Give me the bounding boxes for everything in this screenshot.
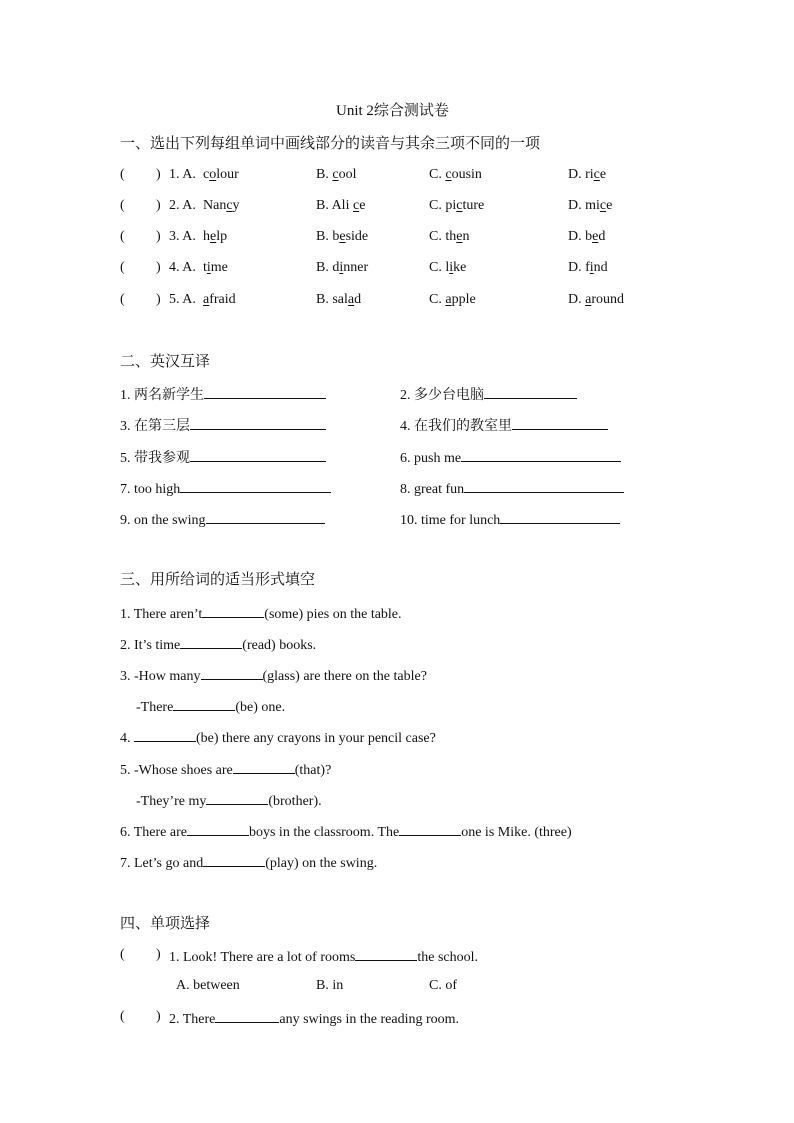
word-part: C.: [429, 167, 446, 182]
option-c[interactable]: [429, 291, 476, 309]
item-number: 3.: [120, 419, 131, 434]
item-text: on the swing: [134, 513, 206, 528]
word-part: ool: [338, 167, 357, 182]
underlined-part: a: [445, 292, 452, 307]
word-part: pple: [451, 292, 476, 307]
section4-heading: 四、单项选择: [120, 914, 211, 932]
word-part: lour: [216, 167, 239, 182]
fill-line-3b: [136, 696, 285, 717]
translate-item-1: [120, 384, 326, 405]
underlined-part: i: [206, 260, 211, 275]
word-part: C. th: [429, 229, 457, 244]
option-b[interactable]: [316, 259, 368, 277]
paren: ): [156, 167, 161, 182]
item-number: 7.: [120, 482, 131, 497]
word-part: B.: [316, 167, 333, 182]
answer-paren-open[interactable]: [120, 259, 125, 277]
item-number: 10.: [400, 513, 418, 528]
answer-paren-open[interactable]: [120, 291, 125, 309]
item-number: 4.: [400, 419, 411, 434]
page-title: Unit 2综合测试卷: [336, 103, 449, 119]
fill-line-5b: [136, 790, 322, 811]
answer-paren-close: [156, 228, 161, 246]
answer-paren-close: [156, 291, 161, 309]
answer-blank[interactable]: [461, 447, 621, 462]
word-part: D. b: [568, 229, 593, 244]
answer-blank[interactable]: [500, 509, 620, 524]
underlined-part: c: [332, 167, 339, 182]
question-text: 2. There: [169, 1012, 216, 1027]
section3-heading: 三、用所给词的适当形式填空: [120, 570, 316, 588]
question-number: [169, 228, 196, 246]
answer-blank[interactable]: [180, 634, 242, 649]
answer-blank[interactable]: [180, 478, 331, 493]
line-text: 2. It’s time: [120, 638, 181, 653]
question-number-text: 4. A.: [169, 260, 196, 275]
word-part: C.: [429, 292, 446, 307]
choice-q1-option-c[interactable]: C. of: [429, 978, 457, 993]
choice-q1-option-b[interactable]: B. in: [316, 978, 344, 993]
item-number: 1.: [120, 388, 131, 403]
option-c[interactable]: [429, 166, 482, 184]
answer-blank[interactable]: [134, 727, 196, 742]
line-text: (that)?: [294, 763, 332, 778]
item-number: 5.: [120, 451, 131, 466]
word-part: d: [598, 229, 606, 244]
line-text: 6. There are: [120, 825, 187, 840]
word-part: D. f: [568, 260, 590, 275]
word-part: ousin: [451, 167, 482, 182]
word-part: round: [591, 292, 625, 307]
section1-heading: 一、选出下列每组单词中画线部分的读音与其余三项不同的一项: [120, 134, 541, 152]
item-number: 8.: [400, 482, 411, 497]
item-text: too high: [134, 482, 181, 497]
line-text: 7. Let’s go and: [120, 856, 204, 871]
option-b[interactable]: [316, 228, 368, 246]
paren: ): [156, 229, 161, 244]
item-text: 多少台电脑: [414, 387, 484, 403]
line-text: 5. -Whose shoes are: [120, 763, 233, 778]
underlined-part: e: [592, 229, 599, 244]
line-text: -There: [136, 700, 174, 715]
word-part: D. ri: [568, 167, 594, 182]
underlined-part: c: [599, 198, 607, 213]
line-text: (some) pies on the table.: [264, 607, 402, 622]
answer-blank[interactable]: [206, 790, 268, 805]
underlined-part: c: [456, 198, 463, 213]
question-number: [169, 197, 196, 215]
item-number: 2.: [400, 388, 411, 403]
line-text: 1. There aren’t: [120, 607, 203, 622]
answer-blank[interactable]: [484, 384, 577, 399]
question-number-text: 2. A.: [169, 198, 196, 213]
word-part: B. Ali: [316, 198, 353, 213]
answer-paren-open[interactable]: [120, 166, 125, 184]
question-text: the school.: [417, 950, 479, 965]
answer-blank[interactable]: [187, 821, 249, 836]
translate-item-10: [400, 509, 620, 530]
word-part: B. b: [316, 229, 340, 244]
answer-blank[interactable]: [215, 1008, 279, 1023]
choice-q1: [169, 946, 478, 967]
word-part: D. mi: [568, 198, 600, 213]
line-text: (play) on the swing.: [265, 856, 378, 871]
answer-blank[interactable]: [355, 946, 417, 961]
word-part: d: [354, 292, 362, 307]
answer-paren-close: [156, 166, 161, 184]
word-part: e: [606, 198, 613, 213]
fill-line-6: [120, 821, 572, 842]
answer-blank[interactable]: [190, 447, 326, 462]
word-part: lp: [216, 229, 228, 244]
underlined-part: c: [352, 198, 360, 213]
paren: (: [120, 260, 125, 275]
fill-line-2: [120, 634, 316, 655]
answer-paren-close: [156, 197, 161, 215]
underlined-part: o: [209, 167, 217, 182]
paren: (: [120, 167, 125, 182]
answer-blank[interactable]: [173, 696, 235, 711]
answer-blank[interactable]: [202, 603, 264, 618]
line-text: (brother).: [268, 794, 322, 809]
translate-item-8: [400, 478, 624, 499]
translate-item-6: [400, 447, 621, 468]
underlined-part: e: [210, 229, 217, 244]
underlined-part: c: [593, 167, 600, 182]
option-a[interactable]: [203, 197, 240, 215]
underlined-part: a: [347, 292, 355, 307]
option-a[interactable]: [203, 259, 228, 277]
line-text: one is Mike. (three): [461, 825, 572, 840]
translate-item-4: [400, 415, 608, 436]
option-d[interactable]: [568, 259, 608, 277]
word-part: ture: [462, 198, 485, 213]
paren: ): [156, 260, 161, 275]
option-a[interactable]: [203, 228, 227, 246]
item-text: 带我参观: [134, 450, 190, 466]
answer-blank[interactable]: [201, 665, 263, 680]
word-part: ke: [453, 260, 467, 275]
answer-blank[interactable]: [464, 478, 624, 493]
line-text: (glass) are there on the table?: [262, 669, 427, 684]
question-text: any swings in the reading room.: [279, 1012, 460, 1027]
answer-paren-close: [156, 259, 161, 277]
fill-line-7: [120, 852, 377, 873]
paren: (: [120, 229, 125, 244]
word-part: t: [203, 260, 207, 275]
line-text: (be) one.: [235, 700, 286, 715]
line-text: (be) there any crayons in your pencil case?: [196, 731, 436, 746]
option-c[interactable]: [429, 259, 466, 277]
item-text: 两名新学生: [134, 387, 204, 403]
translate-item-9: [120, 509, 325, 530]
item-text: great fun: [414, 482, 465, 497]
paren: (: [120, 198, 125, 213]
answer-blank[interactable]: [190, 415, 326, 430]
word-part: fraid: [209, 292, 236, 307]
item-number: 6.: [400, 451, 411, 466]
question-number-text: 1. A.: [169, 167, 196, 182]
underlined-part: c: [226, 198, 233, 213]
underlined-part: i: [589, 260, 594, 275]
fill-line-3: [120, 665, 427, 686]
underlined-part: a: [203, 292, 210, 307]
word-part: e: [599, 167, 607, 182]
fill-line-1: [120, 603, 402, 624]
underlined-part: a: [585, 292, 592, 307]
option-c[interactable]: [429, 228, 469, 246]
word-part: B. sal: [316, 292, 348, 307]
option-c[interactable]: [429, 197, 484, 215]
word-part: y: [232, 198, 240, 213]
question-text: 1. Look! There are a lot of rooms: [169, 950, 356, 965]
answer-blank[interactable]: [204, 384, 326, 399]
item-text: 在我们的教室里: [414, 418, 512, 434]
fill-line-4: [120, 727, 436, 748]
word-part: nner: [343, 260, 369, 275]
choice-q1-option-a[interactable]: A. between: [176, 978, 240, 993]
line-text: 3. -How many: [120, 669, 201, 684]
question-number-text: 3. A.: [169, 229, 196, 244]
translate-item-7: [120, 478, 331, 499]
item-text: time for lunch: [421, 513, 501, 528]
word-part: nd: [593, 260, 608, 275]
item-number: 9.: [120, 513, 131, 528]
answer-blank[interactable]: [206, 509, 325, 524]
option-d[interactable]: [568, 197, 612, 215]
paren: (: [120, 292, 125, 307]
underlined-part: i: [339, 260, 344, 275]
line-text: (read) books.: [242, 638, 317, 653]
item-text: 在第三层: [134, 418, 190, 434]
question-number: [169, 166, 196, 184]
answer-paren-open[interactable]: [120, 228, 125, 246]
question-number: [169, 291, 196, 309]
word-part: B. d: [316, 260, 340, 275]
underlined-part: e: [339, 229, 346, 244]
answer-blank[interactable]: [233, 759, 295, 774]
option-d[interactable]: [568, 291, 624, 309]
line-text: boys in the classroom. The: [248, 825, 400, 840]
answer-blank[interactable]: [203, 852, 265, 867]
word-part: Nan: [203, 198, 227, 213]
choice-q2-paren-open: (: [120, 1009, 125, 1024]
translate-item-5: [120, 447, 326, 468]
option-d[interactable]: [568, 166, 606, 184]
word-part: e: [359, 198, 366, 213]
line-text: 4.: [120, 731, 134, 746]
section2-heading: 二、英汉互译: [120, 352, 211, 370]
answer-blank[interactable]: [512, 415, 608, 430]
word-part: me: [210, 260, 228, 275]
fill-line-5: [120, 759, 331, 780]
question-number-text: 5. A.: [169, 292, 196, 307]
underlined-part: c: [445, 167, 452, 182]
choice-q1-paren-open: (: [120, 947, 125, 962]
word-part: h: [203, 229, 210, 244]
choice-q2: [169, 1008, 459, 1029]
choice-q1-paren-close: ): [156, 947, 161, 962]
paren: ): [156, 198, 161, 213]
word-part: C. l: [429, 260, 450, 275]
word-part: n: [462, 229, 470, 244]
option-a[interactable]: [203, 291, 236, 309]
answer-blank[interactable]: [399, 821, 461, 836]
underlined-part: i: [449, 260, 454, 275]
word-part: C. pi: [429, 198, 457, 213]
choice-q2-paren-close: ): [156, 1009, 161, 1024]
line-text: -They’re my: [136, 794, 207, 809]
answer-paren-open[interactable]: [120, 197, 125, 215]
translate-item-3: [120, 415, 326, 436]
translate-item-2: [400, 384, 577, 405]
option-d[interactable]: [568, 228, 605, 246]
option-b[interactable]: [316, 166, 356, 184]
item-text: push me: [414, 451, 462, 466]
word-part: c: [203, 167, 210, 182]
word-part: side: [345, 229, 369, 244]
option-a[interactable]: [203, 166, 239, 184]
question-number: [169, 259, 196, 277]
word-part: D.: [568, 292, 586, 307]
paren: ): [156, 292, 161, 307]
option-b[interactable]: [316, 291, 361, 309]
underlined-part: e: [456, 229, 463, 244]
option-b[interactable]: [316, 197, 365, 215]
